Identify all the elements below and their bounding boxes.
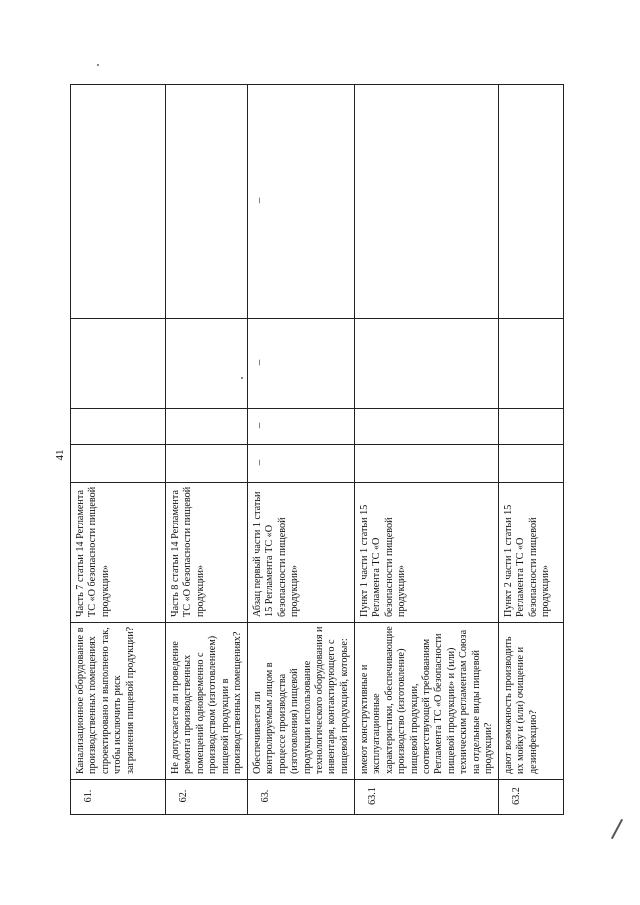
scan-mark [611, 819, 623, 839]
table-row [71, 85, 166, 815]
reference-cell: Абзац первый части 1 статьи 15 Регламента ТС «О безопасности пищевой продукции» [248, 483, 355, 623]
answer-no-cell [499, 409, 564, 445]
row-number: 63.1 [355, 780, 499, 815]
table-row [355, 85, 499, 815]
page-number: 41 [54, 449, 66, 461]
answer-yes-cell [71, 445, 166, 483]
question-cell: Обеспечивается ли контролируемым лицом в процессе производства (изготовления) пищевой продукции использование технологического оборудования и инвентаря, контактирующего с пищевой продукцией, которые: [248, 623, 355, 780]
reference-cell: Пункт 1 части 1 статьи 15 Регламента ТС «О безопасности пищевой продукции» [355, 483, 499, 623]
scan-speck [241, 377, 243, 379]
answer-yes-cell [166, 445, 248, 483]
answer-yes-cell: – [248, 445, 355, 483]
answer-na-cell [71, 319, 166, 409]
notes-cell [355, 85, 499, 319]
question-cell: Не допускается ли проведение ремонта производственных помещений одновременно с производством (изготовлением) пищевой продукции в производственных помещениях? [166, 623, 248, 780]
checklist-table-container [70, 85, 563, 815]
notes-cell: – [248, 85, 355, 319]
answer-yes-cell [355, 445, 499, 483]
notes-cell [71, 85, 166, 319]
answer-no-cell [355, 409, 499, 445]
answer-na-cell [166, 319, 248, 409]
question-cell: имеют конструктивные и эксплуатационные характеристики, обеспечивающие производство (изготовление) пищевой продукции, соответствующей требованиям Регламента ТС «О безопасности пищевой продукции» и (или) техническим регламентам Союза на отдельные виды пищевой продукции? [355, 623, 499, 780]
answer-na-cell [355, 319, 499, 409]
table-row [166, 85, 248, 815]
reference-cell: Пункт 2 части 1 статьи 15 Регламента ТС «О безопасности пищевой продукции» [499, 483, 564, 623]
question-cell: Канализационное оборудование в производственных помещениях спроектировано и выполнено так, чтобы исключить риск загрязнения пищевой продукции? [71, 623, 166, 780]
row-number: 63.2 [499, 780, 564, 815]
question-cell: дают возможность производить их мойку и (или) очищение и дезинфекцию? [499, 623, 564, 780]
scan-speck [97, 64, 99, 66]
table-row [499, 85, 564, 815]
reference-cell: Часть 8 статьи 14 Регламента ТС «О безопасности пищевой продукции» [166, 483, 248, 623]
row-number: 62. [166, 780, 248, 815]
answer-no-cell: – [248, 409, 355, 445]
reference-cell: Часть 7 статьи 14 Регламента ТС «О безопасности пищевой продукции» [71, 483, 166, 623]
row-number: 61. [71, 780, 166, 815]
notes-cell [166, 85, 248, 319]
answer-no-cell [71, 409, 166, 445]
answer-no-cell [166, 409, 248, 445]
row-number: 63. [248, 780, 355, 815]
answer-na-cell [499, 319, 564, 409]
checklist-table [70, 84, 564, 815]
answer-na-cell: – [248, 319, 355, 409]
notes-cell [499, 85, 564, 319]
table-row [248, 85, 355, 815]
answer-yes-cell [499, 445, 564, 483]
